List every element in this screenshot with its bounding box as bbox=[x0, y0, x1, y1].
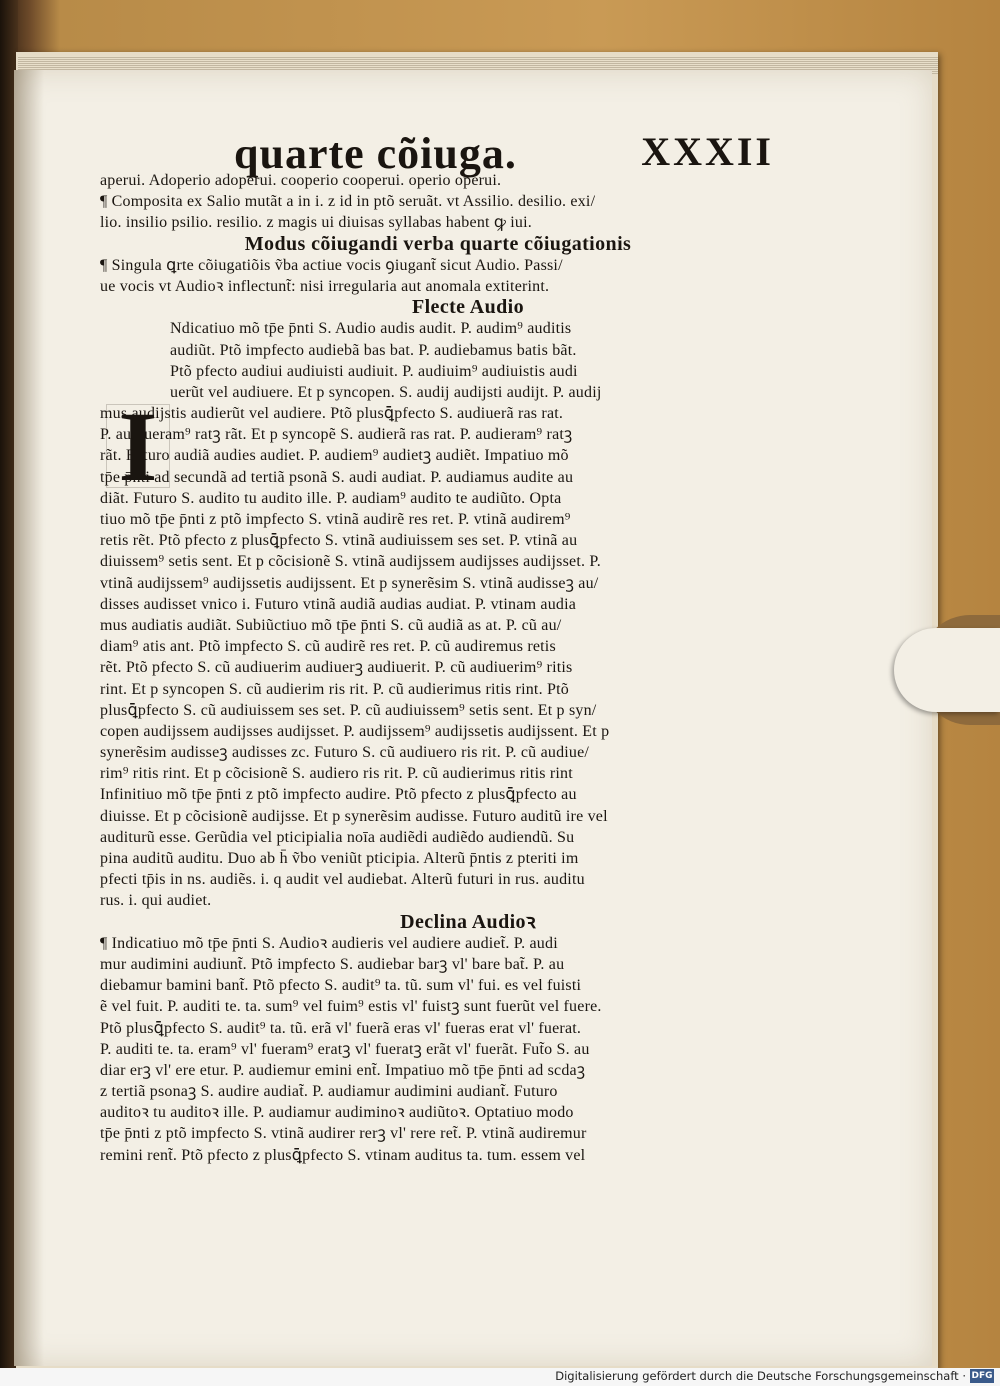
text-line: disses audisset vnico i. Futuro vtinã audiã audias audiat. P. vtinam audia bbox=[100, 595, 577, 613]
text-line: ¶ Composita ex Salio mutãt a in i. z id in ptõ seruãt. vt Assilio. desilio. exi/ bbox=[100, 193, 596, 211]
section-heading: Flecte Audio bbox=[411, 296, 524, 319]
text-line: plusꝗ̄pfecto S. cũ audiuissem ses set. P. cũ audiuissem⁹ setis sent. Et p syn/ bbox=[100, 701, 597, 719]
text-line: rint. Et p syncopen S. cũ audierim ris rit. P. cũ audierimus ritis rint. Ptõ bbox=[100, 680, 569, 698]
decorated-initial: I bbox=[118, 391, 158, 502]
text-line: uerũt vel audiuere. Et p syncopen. S. audij audijsti audijt. P. audij bbox=[170, 383, 602, 401]
text-lines-after-initial bbox=[100, 318, 776, 911]
text-line: copen audijssem audijsses audijsset. P. audijssem⁹ audijssetis audijssent. Et p bbox=[100, 722, 610, 740]
text-block bbox=[100, 170, 776, 1166]
text-line: P. auditi te. ta. eram⁹ vl' fueram⁹ eratꝫ vl' fueratꝫ erãt vl' fuerãt. Fut̃o S. au bbox=[100, 1040, 590, 1058]
text-line: pfecti tp̄is in ns. audiẽs. i. q audit vel audiebat. Alterũ futuri in rus. auditu bbox=[100, 871, 585, 889]
section-heading: Modus cõiugandi verba quarte cõiugationis bbox=[244, 232, 632, 255]
book-page bbox=[14, 70, 932, 1366]
text-line: tiuo mõ tp̄e p̄nti z ptõ impfecto S. vtinã audirẽ res ret. P. vtinã audirem⁹ bbox=[100, 511, 571, 528]
text-line: tp̄e p̄nti z ptõ impfecto S. vtinã audirer rerꝫ vl' rere ret̃. P. vtinã audiremur bbox=[100, 1125, 587, 1143]
text-line: remini rent̃. Ptõ pfecto z plusꝗ̄pfecto S. vtinam auditus ta. tum. essem vel bbox=[100, 1146, 586, 1164]
text-line: diar erꝫ vl' ere etur. P. audiemur emini ent̃. Impatiuo mõ tp̄e p̄nti ad scdaꝫ bbox=[100, 1061, 586, 1079]
text-line: P. audiueram⁹ ratꝫ rãt. Et p syncopẽ S. audierã ras rat. P. audieram⁹ ratꝫ bbox=[100, 426, 573, 444]
text-line: rãt. Futuro audiã audies audiet. P. audiem⁹ audietꝫ audiẽt. Impatiuo mõ bbox=[100, 447, 569, 465]
text-line: diebamur bamini bant̃. Ptõ pfecto S. audit⁹ ta. tũ. sum vl' fui. es vel fuisti bbox=[100, 977, 582, 995]
text-line: retis rẽt. Ptõ pfecto z plusꝗ̄pfecto S. vtinã audiuissem ses set. P. vtinã au bbox=[100, 532, 578, 550]
text-line: mus audijstis audierũt vel audiere. Ptõ plusꝗ̄pfecto S. audiuerã ras rat. bbox=[100, 405, 564, 423]
text-line: Infinitiuo mõ tp̄e p̄nti z ptõ impfecto audire. Ptõ pfecto z plusꝗ̄pfecto au bbox=[100, 786, 577, 804]
text-lines-before-initial bbox=[100, 170, 776, 318]
text-line: audiũt. Ptõ impfecto audiebã bas bat. P. audiebamus batis bãt. bbox=[170, 341, 577, 359]
text-line: ¶ Singula ꝗrte cõiugatiõis ṽba actiue vocis ꝯiugant̃ sicut Audio. Passi/ bbox=[100, 256, 563, 274]
folio-number: XXXII bbox=[641, 129, 774, 174]
text-line: pina auditũ auditu. Duo ab h̄ ṽbo veniũt pticipia. Alterũ p̄ntis z pteriti im bbox=[100, 850, 579, 867]
text-line: synerẽsim audisseꝫ audisses zc. Futuro S. cũ audiuero ris rit. P. cũ audiue/ bbox=[100, 744, 590, 762]
text-line: diuisse. Et p cõcisionẽ audijsse. Et p synerẽsim audisse. Futuro auditũ ire vel bbox=[100, 807, 608, 825]
text-line: lio. insilio psilio. resilio. z magis ui diuisas syllabas habent ꝙ iui. bbox=[100, 214, 532, 232]
text-line: diãt. Futuro S. audito tu audito ille. P. audiam⁹ audito te audiũto. Opta bbox=[100, 489, 562, 507]
text-line: z tertiã psonaꝫ S. audire audiat̃. P. audiamur audimini audiant̃. Futuro bbox=[100, 1083, 558, 1101]
text-lines-passive bbox=[100, 933, 776, 1166]
text-line: ẽ vel fuit. P. auditi te. ta. sum⁹ vel fuim⁹ estis vl' fuistꝫ sunt fuerũt vel fuere. bbox=[100, 998, 602, 1016]
text-line: tp̄e p̄nti ad secundã ad tertiã psonã S. audi audiat. P. audiamus audite au bbox=[100, 468, 574, 486]
text-line: ue vocis vt Audioꝛ inflectunt̃: nisi irregularia aut anomala extiterint. bbox=[100, 277, 550, 295]
text-line: diuissem⁹ setis sent. Et p cõcisionẽ S. vtinã audijssem audijsses audijsset. P. bbox=[100, 553, 601, 571]
running-title: quarte cõiuga. bbox=[234, 129, 517, 178]
gutter-shadow bbox=[14, 70, 44, 1366]
text-line: auditurũ esse. Gerũdia vel pticipialia noīa audiẽdi audiẽdo audiendũ. Su bbox=[100, 828, 575, 846]
text-line: rus. i. qui audiet. bbox=[100, 892, 212, 910]
text-line: rẽt. Ptõ pfecto S. cũ audiuerim audiuerꝫ audiuerit. P. cũ audiuerim⁹ ritis bbox=[100, 659, 573, 677]
text-line: aperui. Adoperio adoperui. cooperio cooperui. operio operui. bbox=[100, 172, 502, 189]
section-heading-passive: Declina Audioꝛ bbox=[400, 910, 536, 933]
text-line: diam⁹ atis ant. Ptõ impfecto S. cũ audirẽ res ret. P. cũ audiremus retis bbox=[100, 638, 556, 656]
text-line: auditoꝛ tu auditoꝛ ille. P. audiamur audiminoꝛ audiũtoꝛ. Optatiuo modo bbox=[100, 1104, 574, 1122]
text-line: ¶ Indicatiuo mõ tp̄e p̄nti S. Audioꝛ audieris vel audiere audiet̃. P. audi bbox=[100, 934, 558, 952]
text-line: mus audiatis audiãt. Subiũctiuo mõ tp̄e p̄nti S. cũ audiã as at. P. cũ au/ bbox=[100, 616, 562, 634]
text-line: Ptõ pfecto audiui audiuisti audiuit. P. audiuim⁹ audiuistis audi bbox=[170, 362, 578, 380]
text-line: mur audimini audiunt̃. Ptõ impfecto S. audiebar barꝫ vl' bare bat̃. P. au bbox=[100, 955, 565, 973]
text-line: Ptõ plusꝗ̄pfecto S. audit⁹ ta. tũ. erã vl' fuerã eras vl' fueras erat vl' fuerat. bbox=[100, 1019, 582, 1037]
text-line: rim⁹ ritis rint. Et p cõcisionẽ S. audiero ris rit. P. cũ audierimus ritis rint bbox=[100, 765, 573, 783]
page-clasp bbox=[894, 628, 1000, 712]
text-line: vtinã audijssem⁹ audijssetis audijssent. Et p synerẽsim S. vtinã audisseꝫ au/ bbox=[100, 574, 599, 592]
funding-note: Digitalisierung gefördert durch die Deutsche Forschungsgemeinschaft · bbox=[555, 1369, 966, 1383]
text-line: Ndicatiuo mõ tp̄e p̄nti S. Audio audis audit. P. audim⁹ auditis bbox=[170, 320, 572, 338]
dfg-logo: DFG bbox=[971, 1371, 993, 1381]
